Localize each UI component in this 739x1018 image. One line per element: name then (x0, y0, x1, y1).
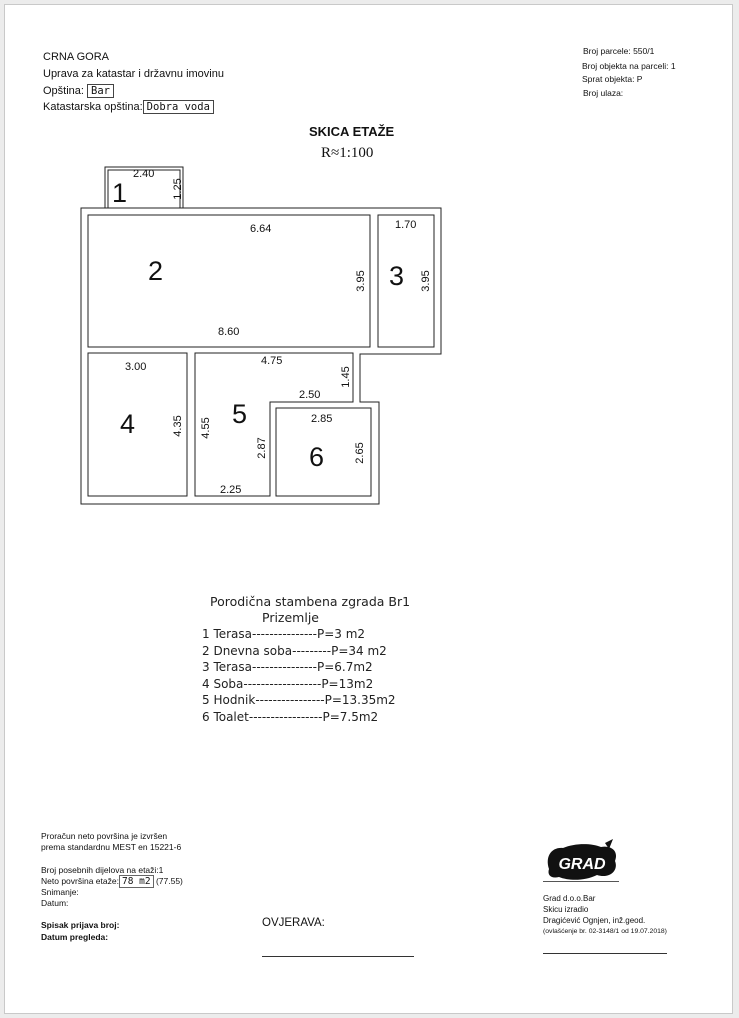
room-4-number: 4 (120, 409, 136, 439)
legend-item: 5 Hodnik----------------P=13.35m2 (202, 693, 396, 707)
made-by: Skicu izradio (543, 905, 589, 914)
calc-line-2: prema standardnu MEST en 15221-6 (41, 842, 182, 852)
date-label: Datum: (41, 898, 69, 908)
room-2-width: 6.64 (250, 223, 272, 235)
municipality-value: Bar (87, 84, 114, 98)
legend-item: 2 Dnevna soba---------P=34 m2 (202, 643, 387, 658)
survey-label: Snimanje: (41, 887, 79, 897)
legend-item: 3 Terasa---------------P=6.7m2 (202, 660, 373, 674)
verify-label: OVJERAVA: (262, 917, 325, 929)
net-area-label: Neto površina etaže: (41, 876, 119, 886)
room-5-width: 4.75 (261, 355, 283, 367)
legend-list (202, 626, 396, 725)
company-name: Grad d.o.o.Bar (543, 894, 596, 903)
legend-item: 6 Toalet-----------------P=7.5m2 (202, 709, 379, 724)
cadastral-value: Dobra voda (143, 100, 214, 114)
room-3-height: 3.95 (420, 270, 432, 292)
room-5-bottom: 2.25 (220, 484, 242, 496)
calculation-note (41, 831, 181, 853)
room-6-number: 6 (309, 442, 325, 472)
document-page (4, 4, 733, 1014)
parcel-number: Broj parcele: 550/1 (583, 46, 655, 56)
company-block (543, 893, 667, 937)
room-6-width: 2.85 (311, 413, 333, 425)
authority-name: Uprava za katastar i državnu imovinu (43, 68, 224, 80)
room-2-number: 2 (148, 256, 164, 286)
room-5-height: 4.55 (200, 417, 212, 439)
room-1-number: 1 (112, 178, 128, 208)
calc-line-1: Proračun neto površina je izvršen (41, 831, 168, 841)
country-name: CRNA GORA (43, 51, 110, 63)
object-number: Broj objekta na parceli: 1 (582, 61, 676, 71)
license-note: (ovlašćenje br. 02-3148/1 od 19.07.2018) (543, 928, 667, 935)
cadastral-label: Katastarska opština: (43, 101, 143, 113)
floor-label: Sprat objekta: P (582, 74, 643, 84)
sketch-scale: R≈1:100 (321, 145, 374, 161)
room-5-number: 5 (232, 399, 248, 429)
room-1-width: 2.40 (133, 168, 155, 180)
verify-signature-line (262, 956, 414, 957)
room-6-height: 2.65 (354, 442, 366, 464)
net-area-value: 78 m2 (119, 875, 154, 888)
engineer-name: Dragićević Ognjen, inž.geod. (543, 916, 646, 925)
room-2-bottom: 8.60 (218, 326, 240, 338)
parts-count: Broj posebnih dijelova na etaži:1 (41, 865, 164, 875)
room-1-height: 1.25 (172, 178, 184, 200)
room-3-width: 1.70 (395, 219, 417, 231)
list-label: Spisak prijava broj: (41, 920, 120, 930)
net-area-exact: (77.55) (155, 876, 183, 886)
footer-details (41, 865, 183, 909)
logo-underline (543, 881, 619, 882)
logo-text: GRAD (558, 856, 606, 873)
legend-item: 1 Terasa---------------P=3 m2 (202, 627, 366, 641)
company-signature-line (543, 953, 667, 954)
company-logo (543, 839, 621, 885)
legend-item: 4 Soba------------------P=13m2 (202, 676, 374, 691)
sketch-title: SKICA ETAŽE (309, 124, 395, 139)
room-4-height: 4.35 (172, 415, 184, 437)
room-5-notch-width: 2.50 (299, 389, 321, 401)
review-label: Datum pregleda: (41, 932, 109, 942)
municipality-label: Opština: (43, 85, 84, 97)
room-3-number: 3 (389, 261, 405, 291)
floor-plan (5, 5, 734, 1015)
room-2-height: 3.95 (355, 270, 367, 292)
entrance-label: Broj ulaza: (583, 88, 624, 98)
net-area-row (41, 876, 183, 887)
room-5-notch-height: 1.45 (340, 366, 352, 388)
room-5-inner-height: 2.87 (256, 437, 268, 459)
legend-title: Porodična stambena zgrada Br1 (210, 594, 411, 609)
legend-subtitle: Prizemlje (262, 610, 319, 625)
room-4-width: 3.00 (125, 361, 147, 373)
